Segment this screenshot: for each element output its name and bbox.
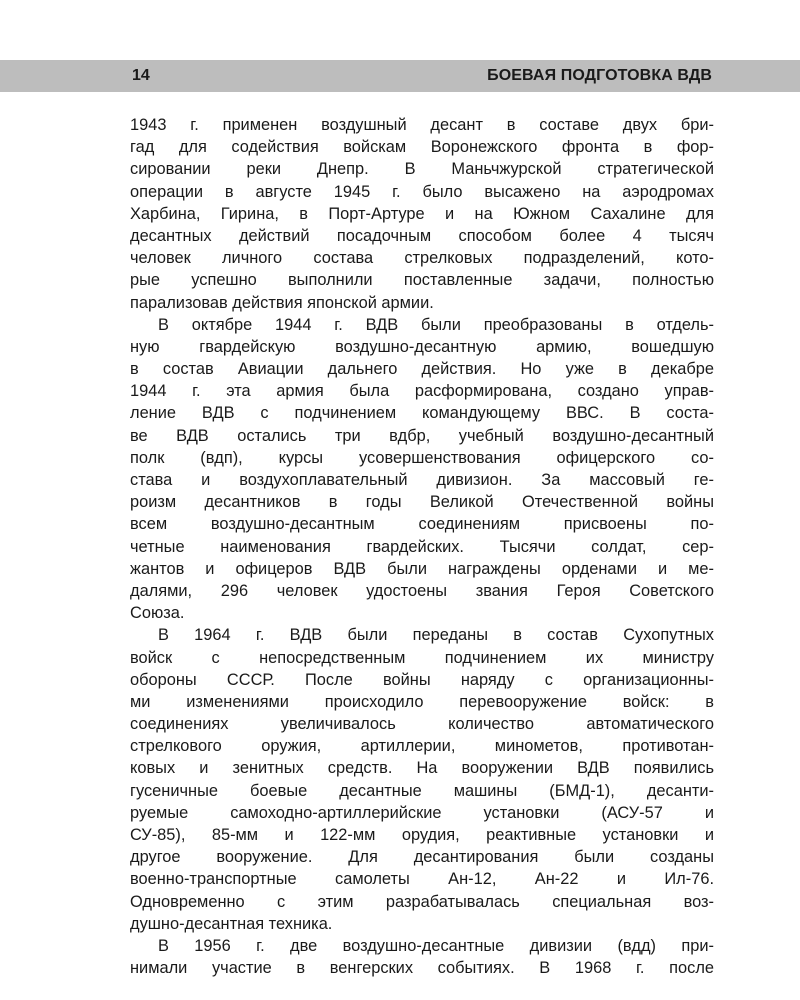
text-line: ковых и зенитных средств. На вооружении ВДВ появились: [130, 759, 714, 778]
text-line: 1943 г. применен воздушный десант в составе двух бри-: [130, 116, 714, 134]
text-line: ми изменениями происходило перевооружение войск: в: [130, 692, 714, 711]
text-line: 1944 г. эта армия была расформирована, создано управ-: [130, 382, 714, 401]
text-line: руемые самоходно-артиллерийские установки (АСУ-57 и: [130, 803, 714, 822]
text-line: става и воздухоплавательный дивизион. За массовый ге-: [130, 471, 714, 489]
text-line: четные наименования гвардейских. Тысячи солдат, сер-: [130, 537, 714, 556]
text-line: войск с непосредственным подчинением их министру: [130, 648, 714, 667]
text-line: всем воздушно-десантным соединениям присвоены по-: [130, 515, 714, 534]
text-line: стрелкового оружия, артиллерии, минометов, противотан-: [130, 737, 714, 756]
text-line: далями, 296 человек удостоены звания Героя Советского: [130, 581, 714, 600]
text-line: ве ВДВ остались три вдбр, учебный воздушно-десантный: [130, 426, 714, 445]
text-line: жантов и офицеров ВДВ были награждены орденами и ме-: [130, 559, 714, 578]
text-line: полк (вдп), курсы усовершенствования офицерского со-: [130, 448, 714, 467]
text-line: человек личного состава стрелковых подразделений, кото-: [130, 249, 714, 268]
text-line: В октябре 1944 г. ВДВ были преобразованы в отдель-: [158, 315, 714, 334]
text-line: Союза.: [130, 604, 185, 623]
text-line: соединениях увеличивалось количество автоматического: [130, 715, 714, 734]
text-line: военно-транспортные самолеты Ан-12, Ан-22 и Ил-76.: [130, 870, 714, 889]
text-line: гусеничные боевые десантные машины (БМД-1), десанти-: [130, 781, 714, 800]
text-line: рые успешно выполнили поставленные задачи, полностью: [130, 271, 714, 290]
page-number: 14: [132, 67, 150, 84]
text-line: Харбина, Гирина, в Порт-Артуре и на Южном Сахалине для: [130, 204, 714, 223]
text-line: ление ВДВ с подчинением командующему ВВС. В соста-: [130, 404, 714, 423]
text-line: роизм десантников в годы Великой Отечественной войны: [130, 493, 714, 512]
text-line: в состав Авиации дальнего действия. Но уже в декабре: [130, 360, 714, 379]
text-line: сировании реки Днепр. В Маньчжурской стратегической: [130, 160, 714, 179]
text-line: Одновременно с этим разрабатывалась специальная воз-: [130, 892, 714, 911]
text-line: СУ-85), 85-мм и 122-мм орудия, реактивные установки и: [130, 826, 714, 844]
text-line: В 1964 г. ВДВ были переданы в состав Сухопутных: [158, 626, 714, 645]
text-line: нимали участие в венгерских событиях. В 1968 г. после: [130, 959, 714, 978]
page-header: [0, 60, 800, 92]
text-line: обороны СССР. После войны наряду с организационны-: [130, 670, 714, 689]
text-line: душно-десантная техника.: [130, 914, 333, 933]
body-text: [130, 114, 714, 979]
text-line: десантных действий посадочным способом более 4 тысяч: [130, 226, 714, 245]
text-line: гад для содействия войскам Воронежского фронта в фор-: [130, 138, 714, 157]
text-line: ную гвардейскую воздушно-десантную армию, вошедшую: [130, 337, 714, 356]
text-line: операции в августе 1945 г. было высажено на аэродромах: [130, 182, 714, 201]
text-line: другое вооружение. Для десантирования были созданы: [130, 848, 714, 867]
running-title: БОЕВАЯ ПОДГОТОВКА ВДВ: [487, 67, 712, 84]
text-line: парализовав действия японской армии.: [130, 293, 434, 312]
text-line: В 1956 г. две воздушно-десантные дивизии (вдд) при-: [158, 936, 714, 955]
